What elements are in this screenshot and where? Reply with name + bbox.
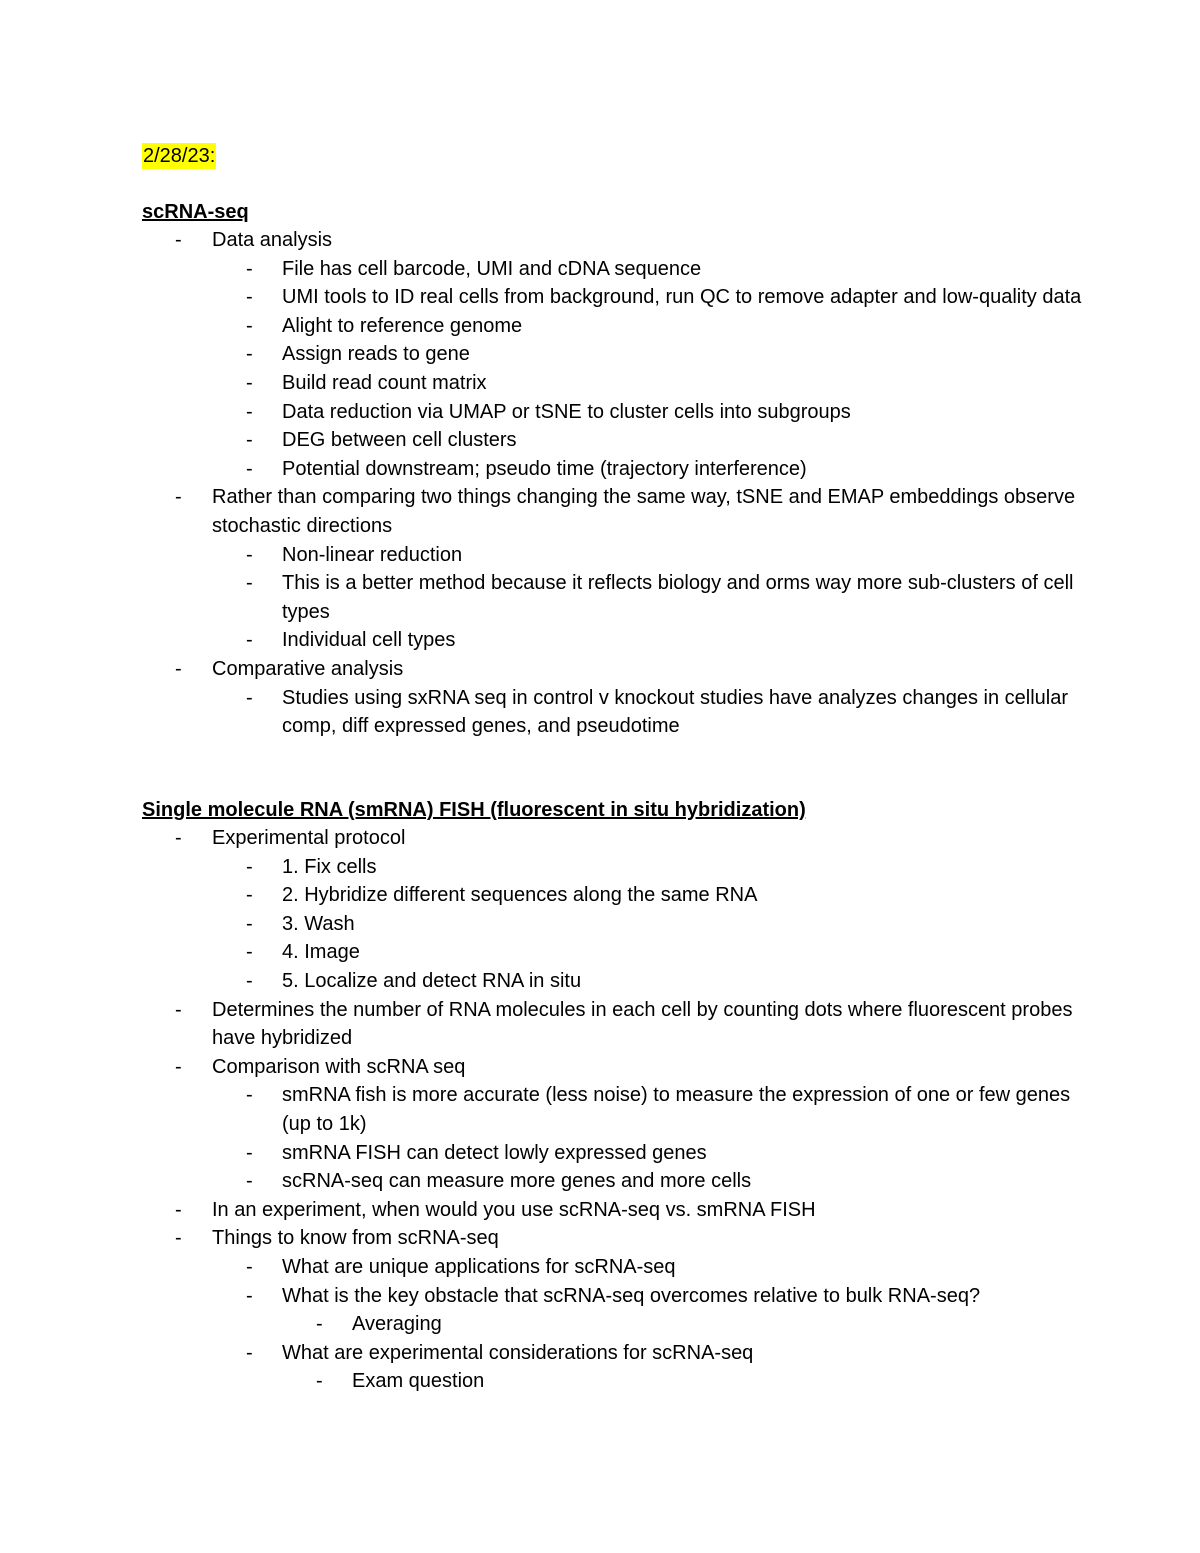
section-scrna-seq xyxy=(142,198,1102,741)
list-item-text: - Build read count matrix xyxy=(282,371,487,394)
list-item xyxy=(142,226,1102,255)
list-item xyxy=(142,1196,1102,1225)
list-item-text: - What are experimental considerations for scRNA-seq xyxy=(282,1341,754,1364)
list-item-text: - 1. Fix cells xyxy=(282,855,377,878)
list-item-text: - Alight to reference genome xyxy=(282,314,523,337)
list-item-text: - DEG between cell clusters xyxy=(282,429,517,452)
list-item-text: - Potential downstream; pseudo time (trajectory interference) xyxy=(282,457,807,480)
list-item xyxy=(142,881,1102,910)
list-item-text: - This is a better method because it reflects biology and orms way more sub-clusters of cell types xyxy=(282,572,1074,623)
list-item-text: - smRNA fish is more accurate (less noise) to measure the expression of one or few genes (up to 1k) xyxy=(282,1084,1071,1135)
list-item-text: - Averaging xyxy=(352,1313,442,1336)
list-item xyxy=(142,824,1102,853)
list-item-text: - Rather than comparing two things changing the same way, tSNE and EMAP embeddings observe stochastic directions xyxy=(212,486,1076,537)
list-item xyxy=(142,1053,1102,1082)
list-item xyxy=(142,1282,1102,1311)
list-item-text: - 4. Image xyxy=(282,941,360,964)
list-item xyxy=(142,655,1102,684)
section-heading: scRNA-seq xyxy=(142,201,249,223)
list-item xyxy=(142,626,1102,655)
list-item-text: - smRNA FISH can detect lowly expressed genes xyxy=(282,1141,707,1164)
list-item xyxy=(142,1139,1102,1168)
list-item xyxy=(142,1167,1102,1196)
section-smrna-fish xyxy=(142,796,1102,1396)
bullet-list xyxy=(142,226,1102,741)
list-item xyxy=(142,283,1102,312)
list-item xyxy=(142,541,1102,570)
list-item-text: - 2. Hybridize different sequences along the same RNA xyxy=(282,884,758,907)
list-item-text: - Determines the number of RNA molecules in each cell by counting dots where fluorescent probes have hybridized xyxy=(212,998,1073,1050)
list-item-text: - 3. Wash xyxy=(282,912,355,935)
list-item-text: - In an experiment, when would you use scRNA-seq vs. smRNA FISH xyxy=(212,1198,816,1221)
list-item xyxy=(142,967,1102,996)
list-item-text: - What are unique applications for scRNA-seq xyxy=(282,1255,676,1278)
list-item xyxy=(142,398,1102,427)
list-item-text: - UMI tools to ID real cells from background, run QC to remove adapter and low-quality data xyxy=(282,286,1082,309)
list-item xyxy=(142,1081,1102,1138)
list-item xyxy=(142,455,1102,484)
section-heading: Single molecule RNA (smRNA) FISH (fluorescent in situ hybridization) xyxy=(142,799,806,821)
list-item xyxy=(142,340,1102,369)
list-item xyxy=(142,1224,1102,1253)
list-item xyxy=(142,910,1102,939)
list-item xyxy=(142,312,1102,341)
list-item xyxy=(142,483,1102,540)
list-item xyxy=(142,426,1102,455)
list-item xyxy=(142,255,1102,284)
list-item-text: - What is the key obstacle that scRNA-seq overcomes relative to bulk RNA-seq? xyxy=(282,1284,981,1307)
date-label: 2/28/23: xyxy=(143,145,216,167)
list-item-text: - Studies using sxRNA seq in control v knockout studies have analyzes changes in cellular comp, diff expressed genes, and pseudotime xyxy=(282,686,1068,738)
list-item-text: - Exam question xyxy=(352,1370,485,1393)
list-item-text: - Individual cell types xyxy=(282,629,456,652)
list-item-text: - Data analysis xyxy=(212,229,333,251)
list-item xyxy=(142,1339,1102,1368)
list-item-text: - Non-linear reduction xyxy=(282,543,463,566)
list-item-text: - Assign reads to gene xyxy=(282,343,470,366)
list-item xyxy=(142,569,1102,626)
list-item-text: - Data reduction via UMAP or tSNE to cluster cells into subgroups xyxy=(282,400,851,423)
list-item-text: - 5. Localize and detect RNA in situ xyxy=(282,969,582,992)
list-item xyxy=(142,1367,1102,1396)
list-item-text: - scRNA-seq can measure more genes and more cells xyxy=(282,1170,752,1193)
list-item-text: - Experimental protocol xyxy=(212,827,406,849)
list-item-text: - Things to know from scRNA-seq xyxy=(212,1227,499,1250)
list-item xyxy=(142,996,1102,1053)
list-item xyxy=(142,1253,1102,1282)
bullet-list xyxy=(142,824,1102,1396)
list-item xyxy=(142,369,1102,398)
list-item xyxy=(142,938,1102,967)
list-item xyxy=(142,853,1102,882)
list-item-text: - Comparative analysis xyxy=(212,657,404,680)
list-item-text: - File has cell barcode, UMI and cDNA sequence xyxy=(282,257,702,280)
list-item-text: - Comparison with scRNA seq xyxy=(212,1055,466,1078)
list-item xyxy=(142,684,1102,741)
list-item xyxy=(142,1310,1102,1339)
